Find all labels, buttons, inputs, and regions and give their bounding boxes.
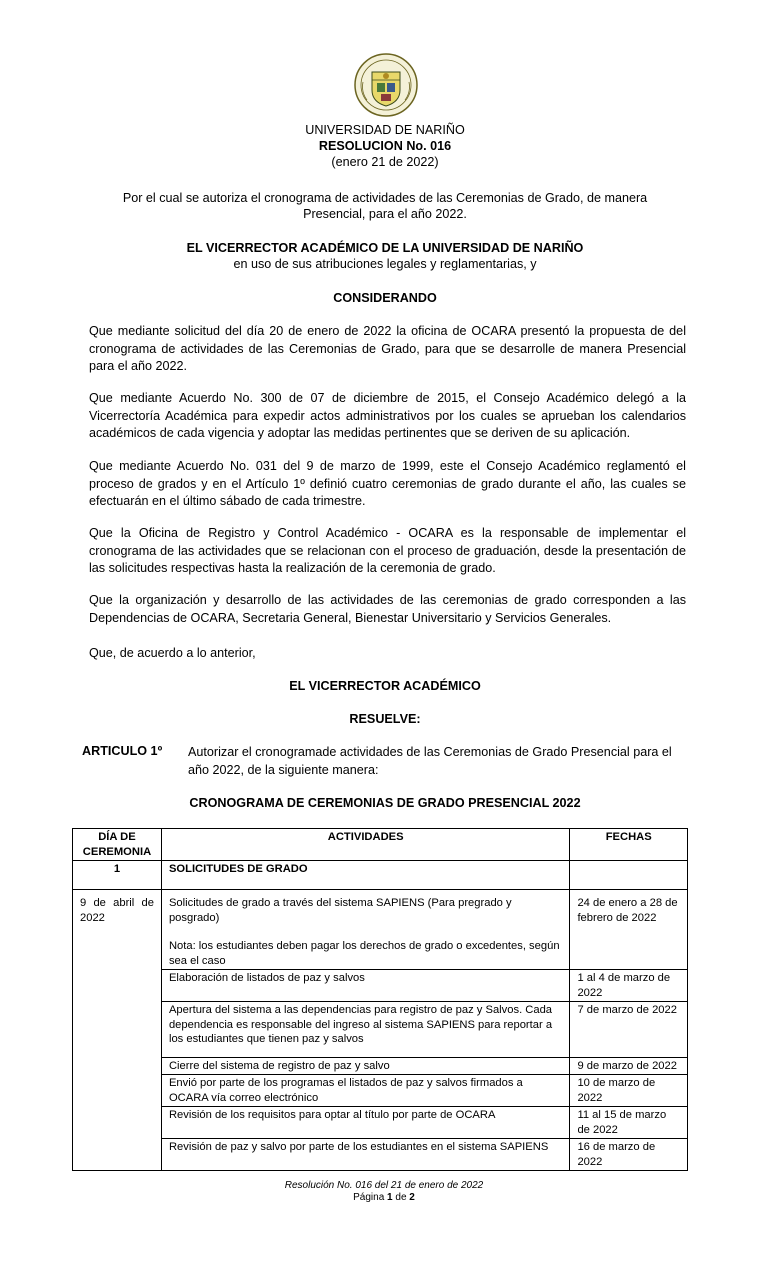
footer-reference [0, 1180, 768, 1192]
vicerrector-heading: EL VICERRECTOR ACADÉMICO [289, 679, 481, 693]
footer-page-word: Página [353, 1192, 385, 1203]
footer-page-current: 1 [387, 1192, 393, 1203]
table-row [73, 1075, 688, 1107]
activity-cell: Revisión de paz y salvo por parte de los estudiantes en el sistema SAPIENS [161, 1139, 569, 1171]
activity-cell [161, 890, 569, 970]
date-cell: 10 de marzo de 2022 [570, 1075, 688, 1107]
activity-cell: Elaboración de listados de paz y salvos [161, 970, 569, 1002]
ceremony-day-cell: 9 de abril de 2022 [73, 890, 162, 1171]
resolution-subject: Por el cual se autoriza el cronograma de actividades de las Ceremonias de Grado, de manera Presencial, para el año 2022. [122, 191, 648, 221]
table-row [73, 1057, 688, 1075]
table-row [73, 970, 688, 1002]
resolution-date: (enero 21 de 2022) [331, 155, 439, 169]
section-label: SOLICITUDES DE GRADO [161, 861, 569, 890]
date-cell: 7 de marzo de 2022 [570, 1002, 688, 1058]
table-section-row [73, 861, 688, 890]
date-cell: 1 al 4 de marzo de 2022 [570, 970, 688, 1002]
header-dates: FECHAS [570, 829, 688, 861]
footer-page-number [0, 1192, 768, 1204]
considerando-paragraph: Que la organización y desarrollo de las actividades de las ceremonias de grado corresponden a las Dependencias de OCARA, Secretaria General, Bienestar Universitario y Servicios Generales. [89, 593, 686, 625]
activity-cell: Envió por parte de los programas el listados de paz y salvos firmados a OCARA vía correo electrónico [161, 1075, 569, 1107]
resolution-number: RESOLUCION No. 016 [318, 139, 452, 153]
considerando-paragraph: Que, de acuerdo a lo anterior, [89, 646, 256, 660]
considerando-heading: CONSIDERANDO [333, 291, 437, 305]
table-row [73, 1002, 688, 1058]
table-title: CRONOGRAMA DE CEREMONIAS DE GRADO PRESENCIAL 2022 [189, 796, 581, 810]
table-row [73, 1107, 688, 1139]
section-date-cell [570, 861, 688, 890]
header-activities: ACTIVIDADES [161, 829, 569, 861]
articulo-label: ARTICULO 1º [82, 744, 163, 758]
activity-cell: Revisión de los requisitos para optar al título por parte de OCARA [161, 1107, 569, 1139]
date-cell: 9 de marzo de 2022 [570, 1057, 688, 1075]
considerando-paragraph: Que mediante Acuerdo No. 031 del 9 de marzo de 1999, este el Consejo Académico reglamentó el proceso de grados y en el Artículo 1º definió cuatro ceremonias de grado durante el año, las cuales se efectuarán en el último sábado de cada trimestre. [89, 459, 686, 508]
considerando-paragraph: Que mediante Acuerdo No. 300 de 07 de diciembre de 2015, el Consejo Académico delegó a la Vicerrectoría Académica para expedir actos administrativos por los cuales se aprueban los calendarios académicos de cada vigencia y adoptar las medidas pertinentes que se deriven de su aplicación. [89, 391, 686, 440]
considerando-paragraph: Que la Oficina de Registro y Control Académico - OCARA es la responsable de implementar el cronograma de las actividades que se relacionan con el proceso de graduación, desde la presentación de las solicitudes respectivas hasta la realización de la ceremonia de grado. [89, 526, 686, 575]
activity-note: Nota: los estudiantes deben pagar los derechos de grado o excedentes, según sea el caso [168, 940, 560, 967]
date-cell: 11 al 15 de marzo de 2022 [570, 1107, 688, 1139]
date-cell: 16 de marzo de 2022 [570, 1139, 688, 1171]
footer-resolution-text: Resolución No. 016 del 21 de enero de 2022 [284, 1180, 484, 1191]
header-ceremony-day: DÍA DE CEREMONIA [73, 829, 162, 861]
considerando-paragraph: Que mediante solicitud del día 20 de enero de 2022 la oficina de OCARA presentó la propuesta de del cronograma de actividades de las Ceremonias de Grado, para que se desarrolle de manera Presencial para el año 2022. [89, 324, 686, 373]
activity-cell: Apertura del sistema a las dependencias para registro de paz y Salvos. Cada dependencia es responsable del ingreso al sistema SAPIENS para reportar a los estudiantes que tienen paz y salvos [161, 1002, 569, 1058]
footer-of-word: de [395, 1192, 407, 1203]
resuelve-heading: RESUELVE: [349, 712, 421, 726]
table-row [73, 1139, 688, 1171]
date-cell: 24 de enero a 28 de febrero de 2022 [570, 890, 688, 970]
university-name: UNIVERSIDAD DE NARIÑO [305, 123, 465, 137]
table-header-row [73, 829, 688, 861]
activity-text: Solicitudes de grado a través del sistema SAPIENS (Para pregrado y posgrado) [168, 897, 512, 924]
schedule-table [72, 828, 688, 1171]
table-row [73, 890, 688, 970]
section-number: 1 [73, 861, 162, 890]
activity-cell: Cierre del sistema de registro de paz y salvo [161, 1057, 569, 1075]
articulo-text: Autorizar el cronogramade actividades de las Ceremonias de Grado Presencial para el año 2022, de la siguiente manera: [188, 745, 672, 777]
footer-page-total: 2 [409, 1192, 415, 1203]
university-seal-icon [353, 52, 419, 118]
authority-title: EL VICERRECTOR ACADÉMICO DE LA UNIVERSIDAD DE NARIÑO [186, 241, 584, 255]
authority-subtitle: en uso de sus atribuciones legales y reglamentarias, y [233, 257, 537, 271]
